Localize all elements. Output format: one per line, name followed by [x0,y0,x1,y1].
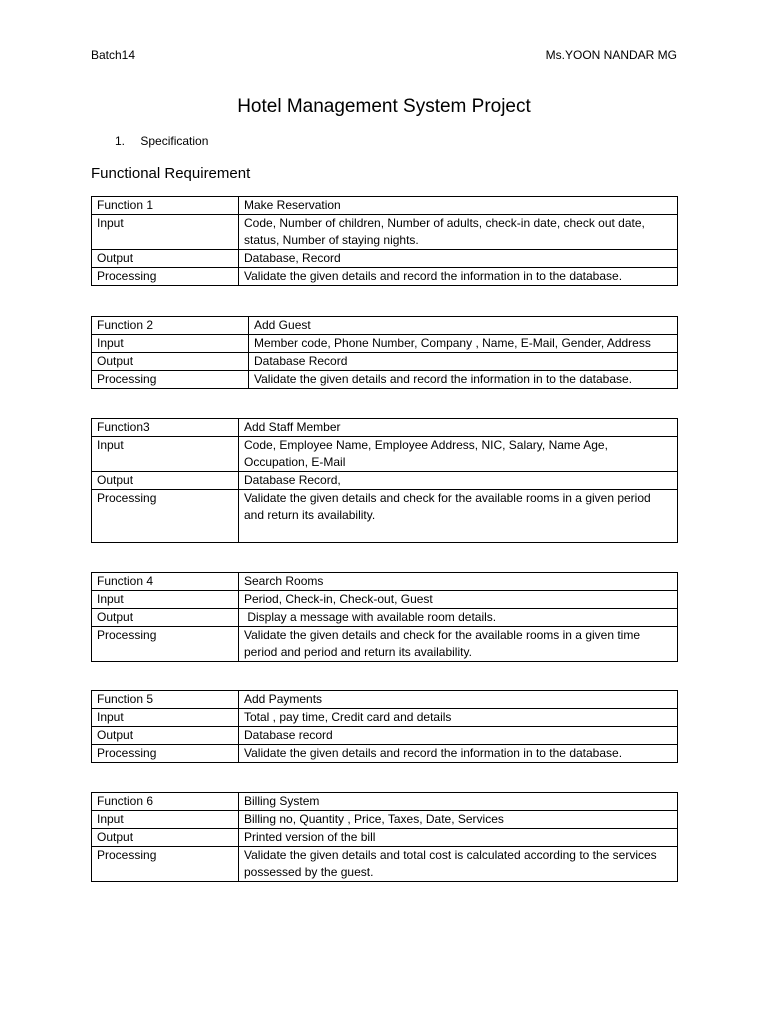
row-value: Code, Number of children, Number of adults, check-in date, check out date, status, Number of staying nights. [239,215,678,250]
section-heading [115,134,208,148]
table-row [92,371,678,389]
row-value: Billing no, Quantity , Price, Taxes, Date, Services [239,811,678,829]
table-row [92,353,678,371]
row-label: Processing [92,847,239,882]
row-value: Add Staff Member [239,419,678,437]
table-row [92,627,678,662]
row-value: Code, Employee Name, Employee Address, NIC, Salary, Name Age, Occupation, E-Mail [239,437,678,472]
row-value: Database Record [249,353,678,371]
row-label: Function3 [92,419,239,437]
row-value: Printed version of the bill [239,829,678,847]
table-row [92,268,678,286]
row-label: Output [92,609,239,627]
row-label: Function 6 [92,793,239,811]
row-label: Processing [92,745,239,763]
row-label: Processing [92,490,239,543]
row-label: Function 5 [92,691,239,709]
table-row [92,609,678,627]
row-label: Output [92,250,239,268]
row-label: Input [92,437,239,472]
table-row [92,472,678,490]
table-row [92,829,678,847]
row-value: Add Payments [239,691,678,709]
table-row [92,437,678,472]
header-author: Ms.YOON NANDAR MG [545,48,677,62]
function-table-4 [91,572,678,662]
row-label: Function 1 [92,197,239,215]
table-row [92,745,678,763]
row-label: Processing [92,371,249,389]
row-value: Search Rooms [239,573,678,591]
row-value: Total , pay time, Credit card and details [239,709,678,727]
row-label: Processing [92,268,239,286]
row-value: Validate the given details and record the information in to the database. [239,745,678,763]
row-value: Validate the given details and record the information in to the database. [249,371,678,389]
table-row [92,335,678,353]
table-row [92,847,678,882]
function-table-6 [91,792,678,882]
row-label: Output [92,829,239,847]
row-value: Database, Record [239,250,678,268]
row-value: Database Record, [239,472,678,490]
table-row [92,419,678,437]
row-value: Make Reservation [239,197,678,215]
table-row [92,317,678,335]
section-label: Specification [140,134,209,148]
row-value: Validate the given details and check for the available rooms in a given time period and period and return its availability. [239,627,678,662]
function-table-5 [91,690,678,763]
row-label: Input [92,215,239,250]
row-label: Output [92,353,249,371]
table-row [92,250,678,268]
function-table-2 [91,316,678,389]
row-label: Function 4 [92,573,239,591]
row-value: Period, Check-in, Check-out, Guest [239,591,678,609]
table-row [92,573,678,591]
row-label: Input [92,811,239,829]
table-row [92,215,678,250]
row-label: Input [92,709,239,727]
table-row [92,591,678,609]
function-table-1 [91,196,678,286]
table-row [92,709,678,727]
section-number: 1. [115,134,126,148]
table-row [92,727,678,745]
row-label: Processing [92,627,239,662]
function-table-3 [91,418,678,543]
row-label: Output [92,727,239,745]
table-row [92,691,678,709]
functional-requirement-heading: Functional Requirement [91,165,251,182]
table-row [92,197,678,215]
row-label: Output [92,472,239,490]
row-value: Add Guest [249,317,678,335]
table-row [92,811,678,829]
document-title: Hotel Management System Project [237,96,531,117]
header-batch: Batch14 [91,48,136,62]
table-row [92,490,678,543]
row-value: Validate the given details and check for the available rooms in a given period and return its availability. [239,490,678,543]
table-row [92,793,678,811]
row-label: Function 2 [92,317,249,335]
row-value: Database record [239,727,678,745]
row-label: Input [92,591,239,609]
row-value: Validate the given details and record the information in to the database. [239,268,678,286]
row-value: Member code, Phone Number, Company , Name, E-Mail, Gender, Address [249,335,678,353]
row-value: Display a message with available room details. [239,609,678,627]
row-value: Billing System [239,793,678,811]
row-value: Validate the given details and total cost is calculated according to the services possessed by the guest. [239,847,678,882]
row-label: Input [92,335,249,353]
